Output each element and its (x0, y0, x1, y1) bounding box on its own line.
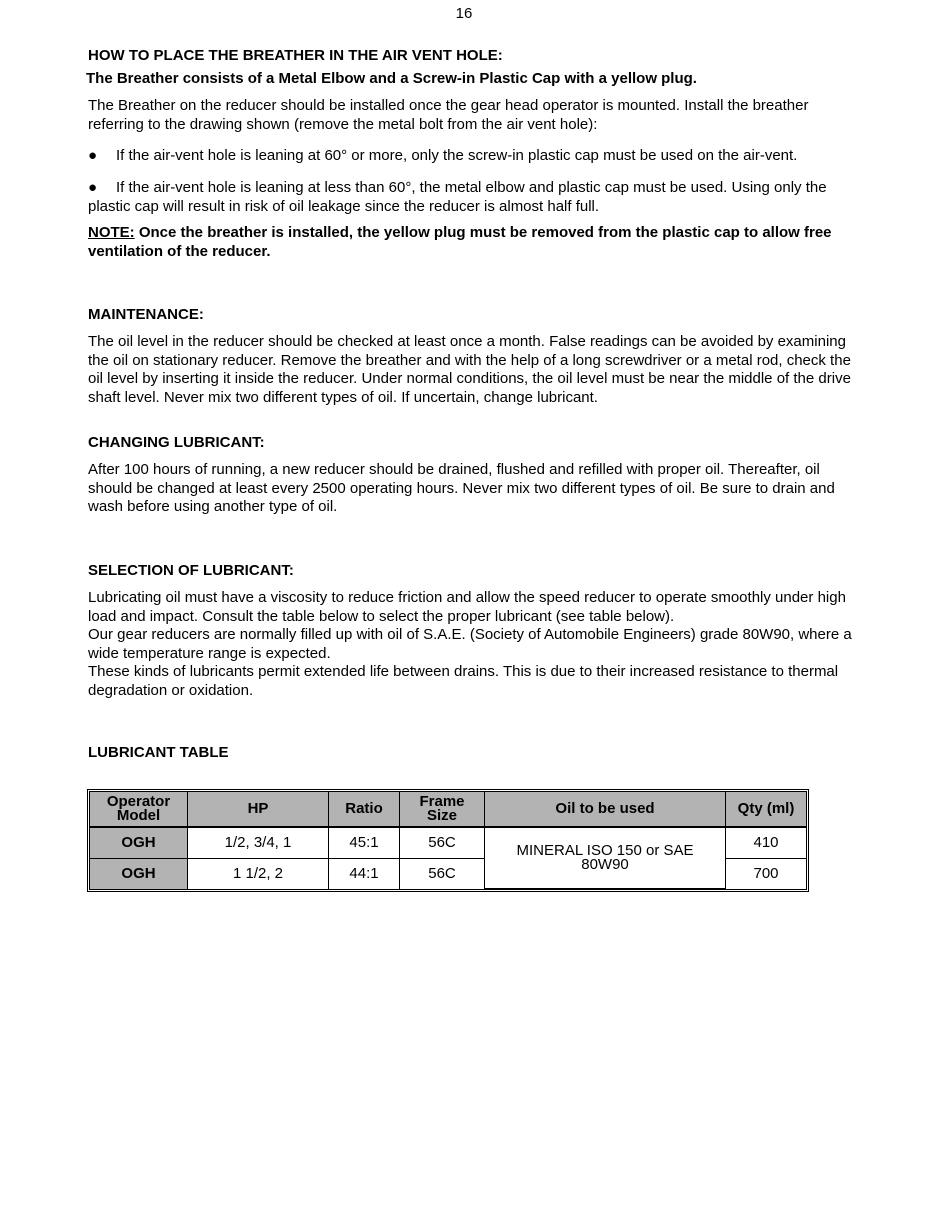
note-paragraph (88, 224, 858, 261)
cell-ratio: 44:1 (329, 859, 400, 889)
maintenance-text: The oil level in the reducer should be checked at least once a month. False readings can be avoided by examining the oil on stationary reducer. Remove the breather and with the help of a long screwdriver or a metal rod, check the oil level by inserting it inside the reducer. Under normal conditions, the oil level must be near the middle of the drive shaft level. Never mix two different types of oil. If uncertain, change lubricant. (88, 333, 851, 406)
note-text: Once the breather is installed, the yellow plug must be removed from the plastic cap to allow free ventilation of the reducer. (88, 224, 832, 260)
cell-hp: 1 1/2, 2 (188, 859, 329, 889)
header-frame-size (400, 792, 485, 828)
bullet-text: If the air-vent hole is leaning at 60° or more, only the screw-in plastic cap must be used on the air-vent. (116, 147, 798, 164)
lubricant-table (87, 789, 809, 892)
bullet-icon: ● (88, 179, 98, 196)
cell-qty: 700 (753, 865, 779, 882)
maintenance-heading: MAINTENANCE: (88, 306, 204, 323)
table-row (90, 828, 806, 859)
bullet-item (88, 147, 858, 166)
bullet-icon: ● (88, 147, 98, 164)
oil-line2: 80W90 (581, 856, 629, 873)
header-frame-line1: Frame (419, 793, 465, 810)
selection-body (88, 589, 858, 700)
header-frame-line2: Size (426, 807, 457, 824)
cell-hp: 1/2, 3/4, 1 (188, 828, 329, 859)
header-model-line2: Model (116, 807, 161, 824)
bullet-item (88, 179, 858, 216)
changing-heading: CHANGING LUBRICANT: (88, 434, 265, 451)
cell-frame: 56C (400, 859, 485, 889)
table-title: LUBRICANT TABLE (88, 744, 229, 761)
table-header-row (90, 792, 806, 828)
cell-model: OGH (90, 828, 188, 859)
oil-line1: MINERAL ISO 150 or SAE (516, 842, 694, 859)
breather-intro: The Breather on the reducer should be installed once the gear head operator is mounted. Install the breather referring to the drawing shown (remove the metal bolt from the air vent hole): (88, 97, 809, 133)
header-oil: Oil to be used (485, 792, 726, 828)
header-qty: Qty (ml) (726, 792, 806, 828)
header-ratio: Ratio (329, 792, 400, 828)
breather-heading: HOW TO PLACE THE BREATHER IN THE AIR VENT HOLE: (88, 47, 503, 64)
selection-paragraph-3: These kinds of lubricants permit extended life between drains. This is due to their increased resistance to thermal degradation or oxidation. (88, 663, 839, 699)
cell-ratio: 45:1 (329, 828, 400, 859)
header-hp: HP (188, 792, 329, 828)
cell-frame: 56C (400, 828, 485, 859)
changing-text: After 100 hours of running, a new reducer should be drained, flushed and refilled with proper oil. Thereafter, oil should be changed at least every 2500 operating hours. Never mix two different types of oil. Be sure to drain and wash before using another type of oil. (88, 461, 835, 515)
cell-model: OGH (90, 859, 188, 889)
cell-oil (485, 828, 726, 889)
page-number: 16 (455, 5, 473, 22)
bullet-text: If the air-vent hole is leaning at less than 60°, the metal elbow and plastic cap must be used. Using only the plastic cap will result in risk of oil leakage since the reducer is almost half full. (88, 179, 827, 215)
header-operator-model (90, 792, 188, 828)
breather-subheading: The Breather consists of a Metal Elbow and a Screw-in Plastic Cap with a yellow plug. (86, 70, 697, 87)
note-label: NOTE: (88, 224, 135, 241)
header-model-line1: Operator (106, 793, 171, 810)
selection-paragraph-2: Our gear reducers are normally filled up with oil of S.A.E. (Society of Automobile Engineers) grade 80W90, where a wide temperature range is expected. (88, 626, 852, 662)
selection-heading: SELECTION OF LUBRICANT: (88, 562, 294, 579)
cell-qty: 410 (726, 828, 806, 859)
selection-paragraph-1: Lubricating oil must have a viscosity to reduce friction and allow the speed reducer to operate smoothly under high load and impact. Consult the table below to select the proper lubricant (see table below). (88, 589, 846, 625)
